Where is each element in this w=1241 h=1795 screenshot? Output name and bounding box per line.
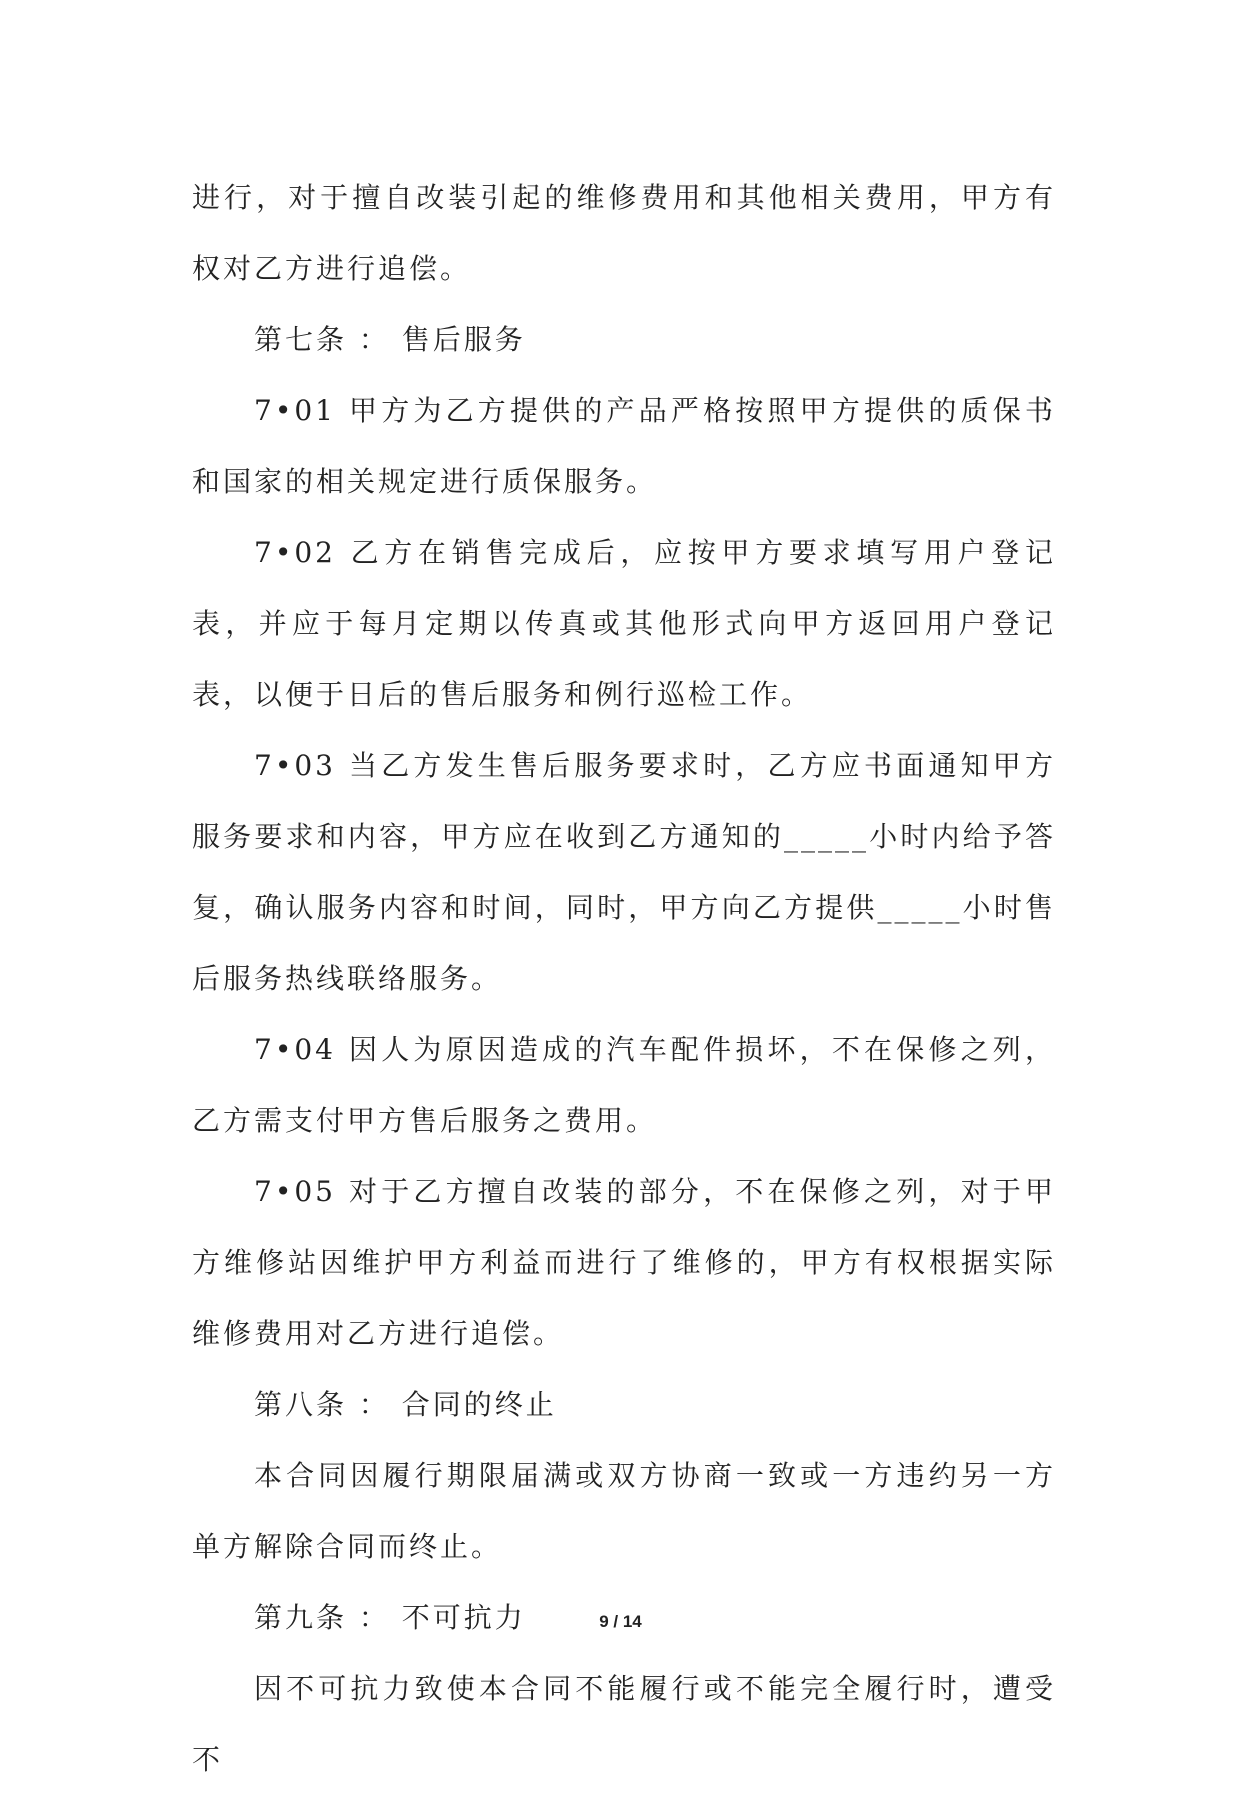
article-9-body: 因不可抗力致使本合同不能履行或不能完全履行时，遭受不	[192, 1672, 1056, 1776]
paragraph-continuation: 进行，对于擅自改装引起的维修费用和其他相关费用，甲方有权对乙方进行追偿。	[192, 181, 1056, 285]
clause-7-03: 7•03 当乙方发生售后服务要求时，乙方应书面通知甲方服务要求和内容，甲方应在收到乙方通知的_____小时内给予答复，确认服务内容和时间，同时，甲方向乙方提供_____小时售后服务热线联络服务。	[192, 749, 1056, 995]
page-number: 9 / 14	[599, 1612, 642, 1631]
article-8-heading: 第八条 ： 合同的终止	[254, 1388, 557, 1421]
clause-7-05: 7•05 对于乙方擅自改装的部分，不在保修之列，对于甲方维修站因维护甲方利益而进行了维修的，甲方有权根据实际维修费用对乙方进行追偿。	[192, 1175, 1056, 1350]
article-7-heading: 第七条 ： 售后服务	[254, 323, 526, 356]
clause-7-01: 7•01 甲方为乙方提供的产品严格按照甲方提供的质保书和国家的相关规定进行质保服务。	[192, 394, 1056, 498]
clause-7-04: 7•04 因人为原因造成的汽车配件损坏，不在保修之列，乙方需支付甲方售后服务之费用。	[192, 1033, 1056, 1137]
article-8-body: 本合同因履行期限届满或双方协商一致或一方违约另一方单方解除合同而终止。	[192, 1459, 1056, 1563]
document-body	[192, 162, 1056, 1795]
clause-7-02: 7•02 乙方在销售完成后，应按甲方要求填写用户登记表，并应于每月定期以传真或其他形式向甲方返回用户登记表，以便于日后的售后服务和例行巡检工作。	[192, 536, 1056, 711]
article-9-heading: 第九条 ： 不可抗力	[254, 1601, 526, 1634]
